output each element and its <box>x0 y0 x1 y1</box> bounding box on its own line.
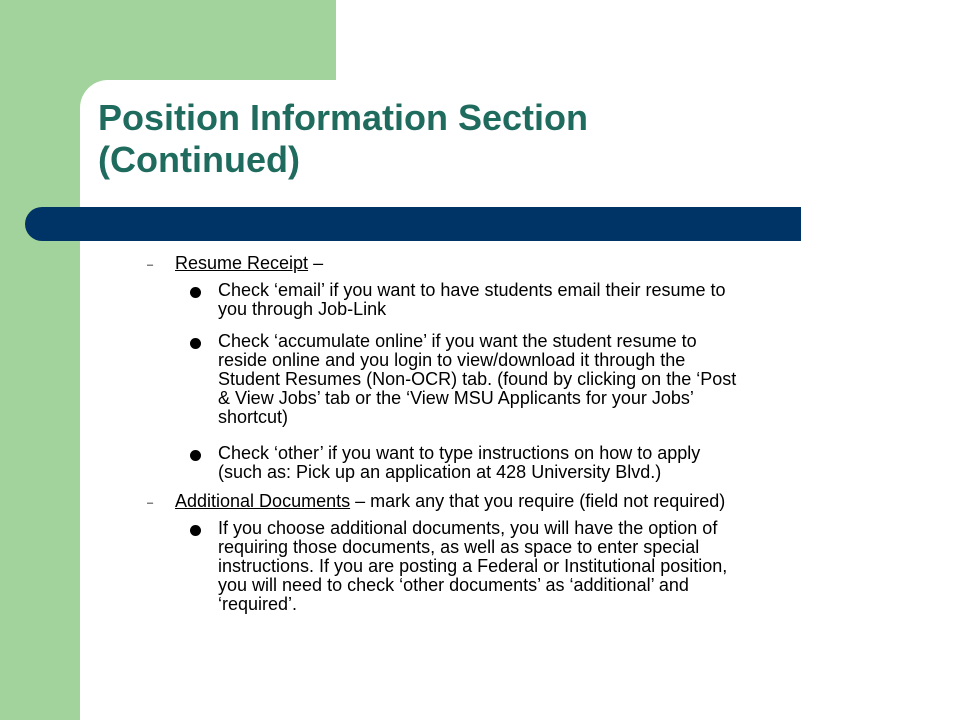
bullet-text <box>218 444 878 482</box>
bullet-text <box>218 281 878 319</box>
bullet-line: shortcut) <box>218 407 289 427</box>
bullet-line: (such as: Pick up an application at 428 University Blvd.) <box>218 462 662 482</box>
bullet-line: ‘required’. <box>218 594 298 614</box>
title-line: (Continued) <box>98 139 300 180</box>
section-heading <box>175 254 895 273</box>
bullet-dot <box>190 450 201 461</box>
title-line: Position Information Section <box>98 97 589 138</box>
bullet-line: Check ‘other’ if you want to type instructions on how to apply <box>218 443 701 463</box>
section-heading-label: Resume Receipt <box>175 253 309 273</box>
bullet-line: you through Job-Link <box>218 299 387 319</box>
bullet-line: & View Jobs’ tab or the ‘View MSU Applicants for your Jobs’ <box>218 388 694 408</box>
section-heading <box>175 492 895 511</box>
bullet-line: you will need to check ‘other documents’ as ‘additional’ and <box>218 575 689 595</box>
bullet-dot <box>190 287 201 298</box>
bullet-line: instructions. If you are posting a Federal or Institutional position, <box>218 556 728 576</box>
bullet-dot <box>190 525 201 536</box>
bullet-line: requiring those documents, as well as space to enter special <box>218 537 700 557</box>
bullet-line: Check ‘email’ if you want to have students email their resume to <box>218 280 726 300</box>
dash-bullet: – <box>147 259 154 271</box>
bullet-text <box>218 332 878 427</box>
bullet-line: reside online and you login to view/download it through the <box>218 350 686 370</box>
bullet-dot <box>190 338 201 349</box>
bullet-text <box>218 519 878 614</box>
section-heading-suffix: – <box>308 253 324 273</box>
bullet-line: Check ‘accumulate online’ if you want the student resume to <box>218 331 697 351</box>
section-heading-suffix: – mark any that you require (field not required) <box>350 491 726 511</box>
section-heading-label: Additional Documents <box>175 491 351 511</box>
bullet-line: If you choose additional documents, you will have the option of <box>218 518 718 538</box>
dash-bullet: – <box>147 497 154 509</box>
bullet-line: Student Resumes (Non-OCR) tab. (found by clicking on the ‘Post <box>218 369 737 389</box>
